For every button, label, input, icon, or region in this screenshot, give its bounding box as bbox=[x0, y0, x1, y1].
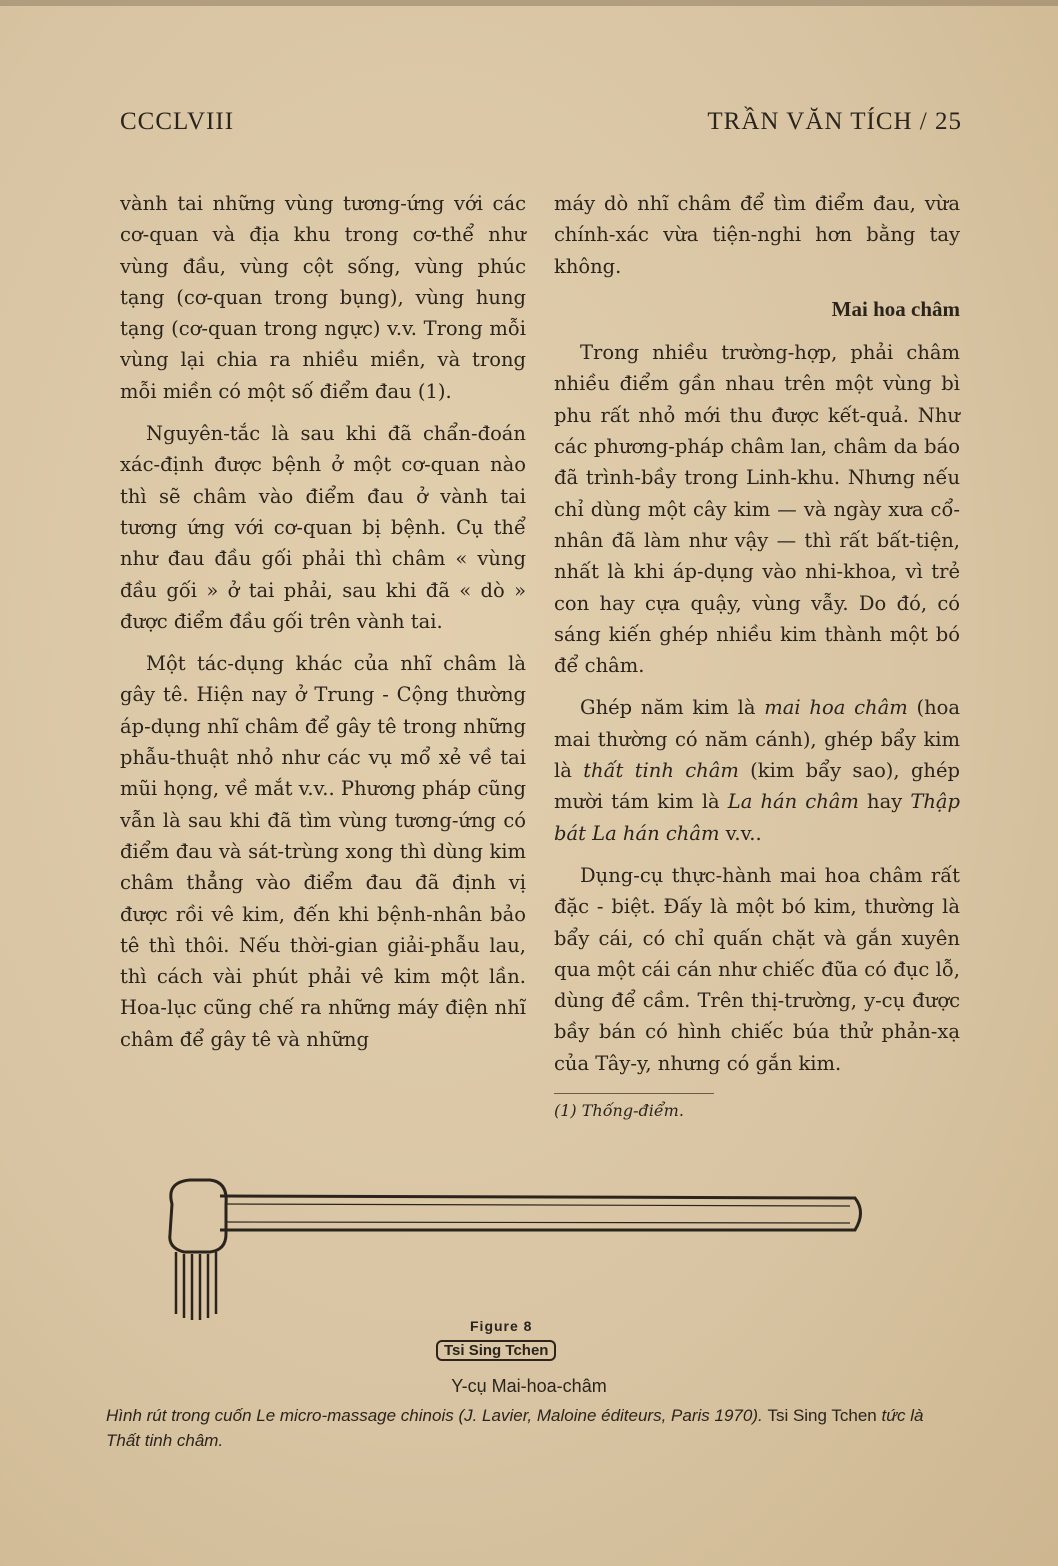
caption-text: tức là Thất tinh châm. bbox=[106, 1406, 924, 1450]
paragraph bbox=[554, 692, 960, 848]
footnote-divider bbox=[554, 1093, 714, 1094]
section-heading: Mai hoa châm bbox=[831, 296, 960, 321]
page-header-author-page: TRẦN VĂN TÍCH / 25 bbox=[707, 108, 962, 135]
text-run: Ghép năm kim là bbox=[580, 696, 765, 720]
page-top-edge bbox=[0, 0, 1058, 6]
paragraph: Một tác-dụng khác của nhĩ châm là gây tê. Hiện nay ở Trung - Cộng thường áp-dụng nhĩ châm để gây tê trong những phẫu-thuật nhỏ như các vụ mổ xẻ về tai mũi họng, về mắt v.v.. Phương pháp cũng vẫn là sau khi đã tìm vùng tương-ứng có điểm đau và sát-trùng xong thì dùng kim châm thẳng vào điểm đau đã định vị được rồi vê kim, đến khi bệnh-nhân bảo tê thì thôi. Nếu thời-gian giải-phẫu lau, thì cách vài phút phải vê kim một lần. Hoa-lục cũng chế ra những máy điện nhĩ châm để gây tê và những bbox=[120, 652, 526, 1051]
hammer-illustration bbox=[150, 1168, 890, 1328]
caption-text: Hình rút trong cuốn Le micro-massage chinois (J. Lavier, Maloine éditeurs, Paris 1970). bbox=[106, 1406, 768, 1425]
figure-number: Figure 8 bbox=[470, 1318, 533, 1334]
italic-term: Thập bát La hán châm bbox=[554, 790, 960, 845]
text-run: v.v.. bbox=[719, 821, 762, 845]
figure-title: Y-cụ Mai-hoa-châm bbox=[451, 1376, 607, 1396]
paragraph: máy dò nhĩ châm để tìm điểm đau, vừa chính-xác vừa tiện-nghi hơn bằng tay không. bbox=[554, 192, 960, 278]
paragraph: Nguyên-tắc là sau khi đã chẩn-đoán xác-định được bệnh ở một cơ-quan nào thì sẽ châm vào điểm đau ở vành tai tương ứng với cơ-quan bị bệnh. Cụ thể như đau đầu gối phải thì châm « vùng đầu gối » ở tai phải, sau khi đã « dò » được điểm đầu gối trên vành tai. bbox=[120, 422, 526, 633]
text-run: hay bbox=[858, 790, 911, 814]
hammer-handle-inner bbox=[225, 1204, 850, 1223]
text-run: (hoa mai thường có năm cánh), ghép bẩy kim là bbox=[554, 696, 960, 783]
paragraph: Trong nhiều trường-hợp, phải châm nhiều điểm gần nhau trên một vùng bì phu rất nhỏ mới thu được kết-quả. Như các phương-pháp châm lan, châm da báo đã trình-bầy trong Linh-khu. Nhưng nếu chỉ dùng một cây kim — và ngày xưa cổ-nhân đã làm như vậy — thì rất bất-tiện, nhất là khi áp-dụng vào nhi-khoa, vì trẻ con hay cựa quậy, vùng vẫy. Do đó, có sáng kiến ghép nhiều kim thành một bó để châm. bbox=[554, 341, 960, 678]
hammer-head bbox=[170, 1180, 226, 1252]
hammer-handle bbox=[220, 1196, 861, 1230]
figure-caption bbox=[106, 1403, 926, 1453]
caption-text: Tsi Sing Tchen bbox=[767, 1406, 877, 1425]
figure-label: Tsi Sing Tchen bbox=[436, 1340, 556, 1361]
footnote: (1) Thống-điểm. bbox=[554, 1101, 684, 1121]
page-header-section: CCCLVIII bbox=[120, 108, 235, 135]
italic-term: thất tinh châm bbox=[583, 759, 739, 783]
italic-term: mai hoa châm bbox=[764, 696, 908, 720]
italic-term: La hán châm bbox=[727, 790, 859, 814]
paragraph: Dụng-cụ thực-hành mai hoa châm rất đặc - biệt. Đấy là một bó kim, thường là bẩy cái, có chỉ quấn chặt và gắn xuyên qua một cái cán như chiếc đũa có đục lỗ, dùng để cầm. Trên thị-trường, y-cụ được bầy bán có hình chiếc búa thử phản-xạ của Tây-y, nhưng có gắn kim. bbox=[554, 863, 960, 1075]
text-run: (kim bẩy sao), ghép mười tám kim là bbox=[554, 759, 961, 814]
left-column bbox=[120, 188, 526, 1055]
paragraph: vành tai những vùng tương-ứng với các cơ-quan và địa khu trong cơ-thể như vùng đầu, vùng cột sống, vùng phúc tạng (cơ-quan trong bụng), vùng hung tạng (cơ-quan trong ngực) v.v. Trong mỗi vùng lại chia ra nhiều miền, và trong mỗi miền có một số điểm đau (1). bbox=[120, 192, 526, 403]
needle-bundle bbox=[176, 1252, 216, 1320]
right-column bbox=[554, 188, 960, 1122]
